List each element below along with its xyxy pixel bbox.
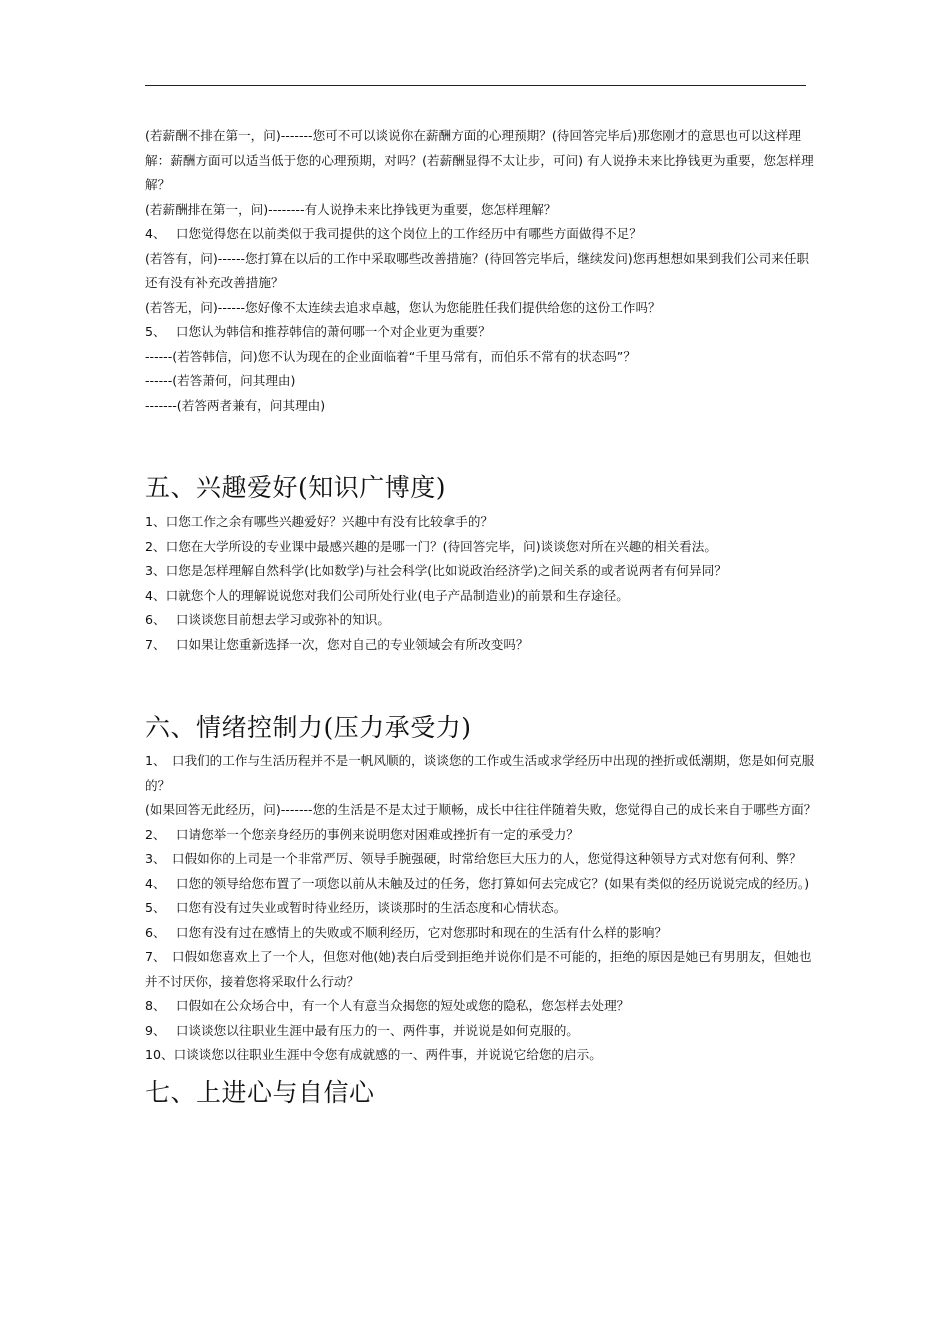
question-item: 4、 口您的领导给您布置了一项您以前从未触及过的任务，您打算如何去完成它？(如果有类似的经历说说完成的经历。) <box>145 875 810 891</box>
question-item: 2、口您在大学所设的专业课中最感兴趣的是哪一门？(待回答完毕，问)谈谈您对所在兴趣的相关看法。 <box>145 538 717 554</box>
question-item: 5、 口您认为韩信和推荐韩信的萧何哪一个对企业更为重要？ <box>145 324 491 339</box>
interests-questions <box>145 510 817 657</box>
question-item: 10、口谈谈您以往职业生涯中令您有成就感的一、两件事，并说说它给您的启示。 <box>145 1047 602 1062</box>
question-item: 4、口就您个人的理解说说您对我们公司所处行业(电子产品制造业)的前景和生存途径。 <box>145 587 629 603</box>
question-item: 1、口您工作之余有哪些兴趣爱好？兴趣中有没有比较拿手的？ <box>145 514 494 529</box>
question-item: 4、 口您觉得您在以前类似于我司提供的这个岗位上的工作经历中有哪些方面做得不足？ <box>145 226 642 241</box>
question-item: 8、 口假如在公众场合中，有一个人有意当众揭您的短处或您的隐私，您怎样去处理？ <box>145 998 630 1013</box>
paragraph: (若薪酬不排在第一，问)-------您可不可以谈说你在薪酬方面的心理预期？(待回答完毕后)那您刚才的意思也可以这样理解：薪酬方面可以适当低于您的心理预期，对吗？(若薪酬显得不太让步，可问) 有人说挣未来比挣钱更为重要，您怎样理解？ <box>145 128 814 192</box>
question-item: 3、口您是怎样理解自然科学(比如数学)与社会科学(比如说政治经济学)之间关系的或者说两者有何异同？ <box>145 563 727 578</box>
question-item: 6、 口您有没有过在感情上的失败或不顺利经历，它对您那时和现在的生活有什么样的影响？ <box>145 924 668 940</box>
question-item: 6、 口谈谈您目前想去学习或弥补的知识。 <box>145 612 390 627</box>
paragraph: (如果回答无此经历，问)-------您的生活是不是太过于顺畅，成长中往往伴随着失败，您觉得自己的成长来自于哪些方面？ <box>145 802 817 817</box>
paragraph: (若薪酬排在第一，问)--------有人说挣未来比挣钱更为重要，您怎样理解？ <box>145 201 557 217</box>
section-heading-ambition: 七、上进心与自信心 <box>145 1077 375 1107</box>
document-body <box>145 124 817 1113</box>
question-item: 1、 口我们的工作与生活历程并不是一帆风顺的，谈谈您的工作或生活或求学经历中出现的挫折或低潮期，您是如何克服的？ <box>145 753 815 793</box>
question-item: 2、 口请您举一个您亲身经历的事例来说明您对困难或挫折有一定的承受力？ <box>145 826 579 842</box>
salary-questions-block <box>145 124 817 418</box>
section-heading-emotional-control: 六、情绪控制力(压力承受力) <box>145 713 472 742</box>
header-rule <box>145 85 806 86</box>
paragraph: (若答有，问)------您打算在以后的工作中采取哪些改善措施？(待回答完毕后，继续发问)您再想想如果到我们公司来任职还有没有补充改善措施？ <box>145 250 810 290</box>
question-item: 7、 口假如您喜欢上了一个人，但您对他(她)表白后受到拒绝并说你们是不可能的，拒绝的原因是她已有男朋友，但她也并不讨厌你，接着您将采取什么行动？ <box>145 949 812 989</box>
paragraph: ------(若答韩信，问)您不认为现在的企业面临着“千里马常有，而伯乐不常有的状态吗”？ <box>145 348 636 364</box>
question-item: 3、 口假如你的上司是一个非常严厉、领导手腕强硬，时常给您巨大压力的人，您觉得这种领导方式对您有何利、弊？ <box>145 851 802 866</box>
emotional-control-questions <box>145 749 817 1068</box>
paragraph: -------(若答两者兼有，问其理由) <box>145 397 326 413</box>
paragraph: (若答无，问)------您好像不太连续去追求卓越，您认为您能胜任我们提供给您的这份工作吗？ <box>145 299 661 315</box>
question-item: 9、 口谈谈您以往职业生涯中最有压力的一、两件事，并说说是如何克服的。 <box>145 1022 579 1038</box>
question-item: 7、 口如果让您重新选择一次，您对自己的专业领域会有所改变吗？ <box>145 636 529 652</box>
question-item: 5、 口您有没有过失业或暂时待业经历，谈谈那时的生活态度和心情状态。 <box>145 900 567 915</box>
section-heading-interests: 五、兴趣爱好(知识广博度) <box>145 473 447 502</box>
paragraph: ------(若答萧何，问其理由) <box>145 373 296 388</box>
